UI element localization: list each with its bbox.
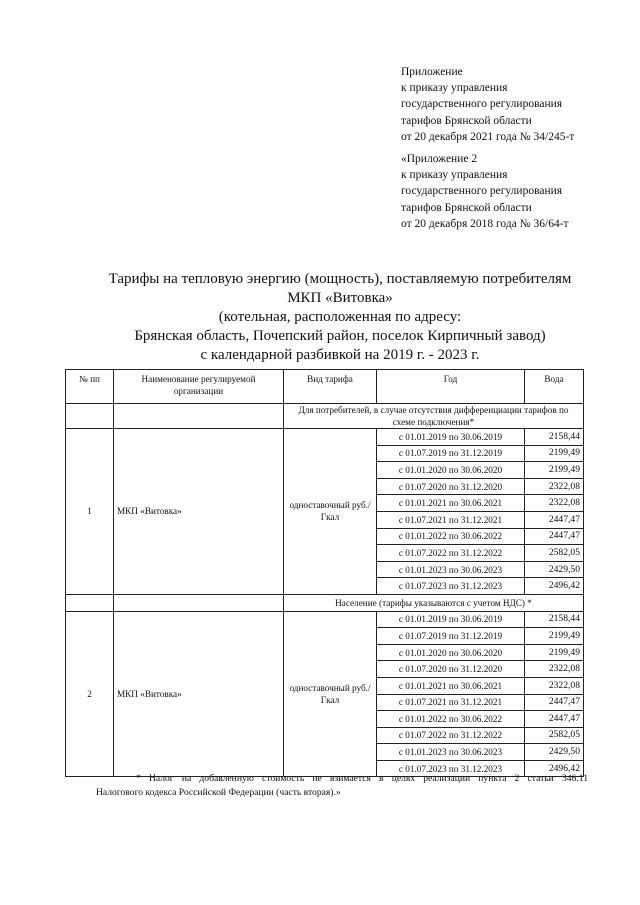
water-tariff-cell: 2447,47 bbox=[525, 528, 584, 545]
water-tariff-cell: 2322,08 bbox=[525, 661, 584, 678]
water-tariff-cell: 2158,44 bbox=[525, 611, 584, 628]
water-tariff-cell: 2199,49 bbox=[525, 628, 584, 645]
water-tariff-cell: 2496,42 bbox=[525, 578, 584, 595]
water-tariff-cell: 2322,08 bbox=[525, 478, 584, 495]
period-cell: с 01.07.2022 по 31.12.2022 bbox=[377, 727, 525, 744]
period-cell: с 01.07.2021 по 31.12.2021 bbox=[377, 511, 525, 528]
period-cell: с 01.07.2023 по 31.12.2023 bbox=[377, 578, 525, 595]
footnote bbox=[96, 772, 588, 800]
water-tariff-cell: 2582,05 bbox=[525, 727, 584, 744]
appendix2-block bbox=[401, 151, 569, 232]
appendix-block bbox=[401, 64, 574, 145]
water-tariff-cell: 2199,49 bbox=[525, 445, 584, 462]
appendix2-line: от 20 декабря 2018 года № 36/64-т bbox=[401, 217, 569, 230]
water-tariff-cell: 2199,49 bbox=[525, 644, 584, 661]
table-row bbox=[66, 611, 584, 628]
appendix2-line: «Приложение 2 bbox=[401, 153, 478, 165]
period-cell: с 01.01.2020 по 30.06.2020 bbox=[377, 462, 525, 479]
water-tariff-cell: 2322,08 bbox=[525, 677, 584, 694]
section-consumers: Для потребителей, в случае отсутствия дифференциации тарифов по схеме подключения* bbox=[284, 404, 584, 429]
period-cell: с 01.01.2019 по 30.06.2019 bbox=[377, 611, 525, 628]
table-header-row bbox=[66, 370, 584, 404]
period-cell: с 01.07.2021 по 31.12.2021 bbox=[377, 694, 525, 711]
section-row bbox=[66, 594, 584, 611]
appendix2-line: тарифов Брянской области bbox=[401, 201, 532, 214]
period-cell: с 01.07.2022 по 31.12.2022 bbox=[377, 545, 525, 562]
period-cell: с 01.01.2021 по 30.06.2021 bbox=[377, 495, 525, 512]
period-cell: с 01.07.2020 по 31.12.2020 bbox=[377, 478, 525, 495]
title-line: (котельная, расположенная по адресу: bbox=[218, 309, 462, 325]
period-cell: с 01.01.2022 по 30.06.2022 bbox=[377, 711, 525, 728]
period-cell: с 01.01.2023 по 30.06.2023 bbox=[377, 744, 525, 761]
footnote-line: Налогового кодекса Российской Федерации (часть вторая).» bbox=[96, 787, 341, 798]
water-tariff-cell: 2199,49 bbox=[525, 462, 584, 479]
appendix2-line: государственного регулирования bbox=[401, 185, 563, 198]
water-tariff-cell: 2429,50 bbox=[525, 561, 584, 578]
tariff-type: одноставочный руб./Гкал bbox=[284, 429, 377, 595]
section-population: Население (тарифы указываются с учетом НДС) * bbox=[284, 594, 584, 611]
appendix-line: тарифов Брянской области bbox=[401, 114, 532, 127]
water-tariff-cell: 2447,47 bbox=[525, 711, 584, 728]
organization-name: МКП «Витовка» bbox=[114, 611, 284, 777]
title-line: Тарифы на тепловую энергию (мощность), поставляемую потребителям bbox=[108, 271, 572, 287]
header-water: Вода bbox=[525, 370, 584, 404]
header-org: Наименование регулируемой организации bbox=[114, 370, 284, 404]
period-cell: с 01.07.2019 по 31.12.2019 bbox=[377, 445, 525, 462]
tariff-type: одноставочный руб./Гкал bbox=[284, 611, 377, 777]
period-cell: с 01.07.2023 по 31.12.2023 bbox=[377, 760, 525, 777]
appendix-line: к приказу управления bbox=[401, 82, 508, 95]
period-cell: с 01.01.2020 по 30.06.2020 bbox=[377, 644, 525, 661]
title-line: МКП «Витовка» bbox=[287, 290, 393, 306]
tariff-table bbox=[65, 369, 584, 777]
header-num: № пп bbox=[66, 370, 114, 404]
document-title bbox=[100, 270, 580, 365]
period-cell: с 01.01.2022 по 30.06.2022 bbox=[377, 528, 525, 545]
header-tariff-type: Вид тарифа bbox=[284, 370, 377, 404]
row-number: 2 bbox=[66, 611, 114, 777]
section-row bbox=[66, 404, 584, 429]
header-year: Год bbox=[377, 370, 525, 404]
title-line: с календарной разбивкой на 2019 г. - 2023 г. bbox=[200, 347, 480, 363]
period-cell: с 01.01.2019 по 30.06.2019 bbox=[377, 429, 525, 446]
period-cell: с 01.01.2023 по 30.06.2023 bbox=[377, 561, 525, 578]
appendix-line: государственного регулирования bbox=[401, 98, 563, 111]
period-cell: с 01.07.2020 по 31.12.2020 bbox=[377, 661, 525, 678]
appendix-line: от 20 декабря 2021 года № 34/245-т bbox=[401, 130, 575, 143]
water-tariff-cell: 2447,47 bbox=[525, 511, 584, 528]
appendix2-line: к приказу управления bbox=[401, 169, 508, 182]
water-tariff-cell: 2582,05 bbox=[525, 545, 584, 562]
water-tariff-cell: 2429,50 bbox=[525, 744, 584, 761]
row-number: 1 bbox=[66, 429, 114, 595]
appendix-line: Приложение bbox=[401, 66, 463, 78]
period-cell: с 01.07.2019 по 31.12.2019 bbox=[377, 628, 525, 645]
footnote-line: * Налог на добавленную стоимость не взимается в целях реализации пункта 2 статьи 346.11 bbox=[136, 773, 588, 784]
organization-name: МКП «Витовка» bbox=[114, 429, 284, 595]
water-tariff-cell: 2322,08 bbox=[525, 495, 584, 512]
title-line: Брянская область, Почепский район, поселок Кирпичный завод) bbox=[134, 328, 546, 344]
period-cell: с 01.01.2021 по 30.06.2021 bbox=[377, 677, 525, 694]
water-tariff-cell: 2447,47 bbox=[525, 694, 584, 711]
water-tariff-cell: 2158,44 bbox=[525, 429, 584, 446]
table-row bbox=[66, 429, 584, 446]
water-tariff-cell: 2496,42 bbox=[525, 760, 584, 777]
